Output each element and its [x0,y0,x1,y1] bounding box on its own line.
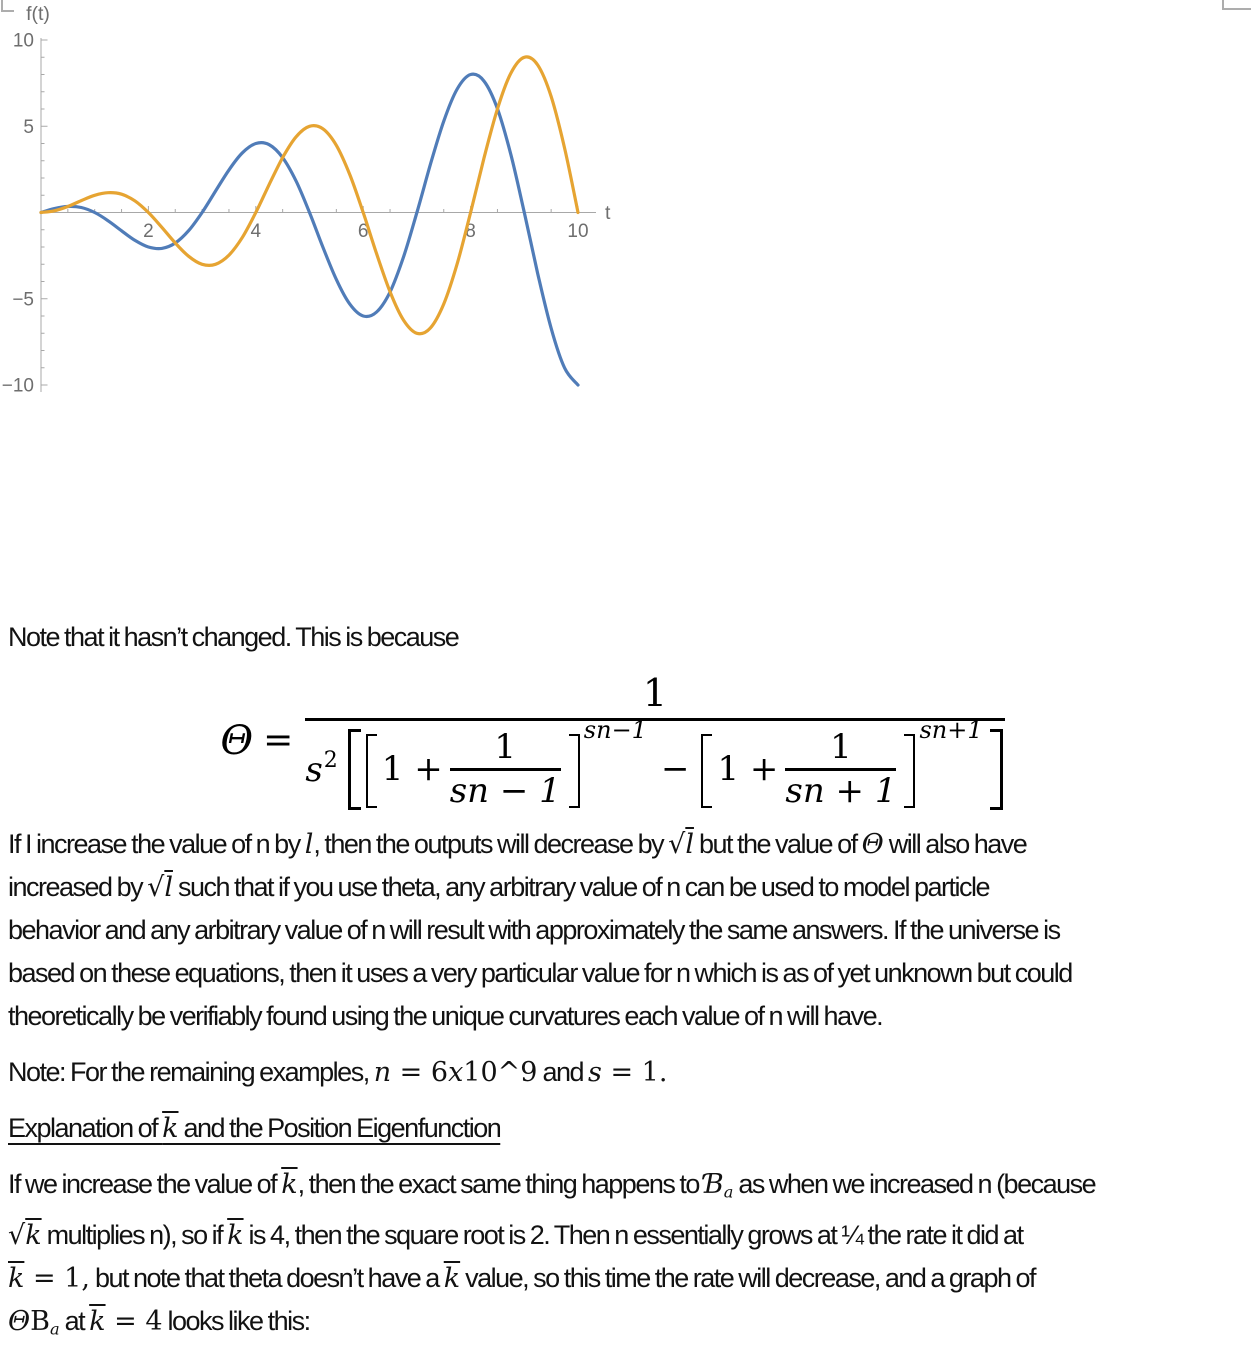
y-tick-label: 5 [23,116,34,138]
minus-operator: − [660,748,690,789]
s-squared-coefficient [305,748,337,790]
main-fraction-bar [305,718,1004,721]
math-inline: $\overline{k}$ [281,1168,298,1200]
main-fraction-numerator: 1 [642,671,668,715]
radical-sign: √ [147,871,165,903]
y-tick-label: 10 [12,30,34,52]
orange-curve [41,57,578,334]
math-inline: Ɓ [703,1168,724,1200]
math-inline: = 1, [24,1262,90,1294]
theta-equation [0,672,1231,810]
term2-fraction-numerator: 1 [830,726,852,767]
text-run: Note that it hasn’t changed. This is because [8,622,459,652]
paragraph-kbar-explanation [8,1163,1245,1350]
outer-left-bracket [348,729,361,810]
math-inline: $\overline{k}$ [443,1262,461,1294]
radical-sign: √ [8,1219,26,1251]
ftheta-plot [0,0,620,410]
page-corner-mark-right [1222,0,1251,10]
text-run: value, so this time the rate will decrease, and a graph of [460,1262,1035,1293]
text-run: is 4, then the square root is 2. Then n essentially grows at ¼ the rate it did at [243,1219,1023,1250]
term1-fraction-denominator: sn − 1 [449,770,561,811]
y-axis-label: f(t) [26,3,50,25]
text-run: increased by [8,871,148,902]
paragraph-note-unchanged [8,616,1245,659]
x-tick-label: 8 [465,221,476,242]
math-inline: = 1. [601,1056,668,1088]
text-run: , then the outputs will decrease by [313,828,669,859]
text-run: behavior and any arbitrary value of n will result with approximately the same answers. If the universe is [8,914,1060,945]
math-inline: x [448,1056,464,1088]
x-tick-label: 4 [250,221,262,242]
term2-right-bracket [904,734,915,808]
y-tick-label: −5 [12,289,34,311]
text-run: based on these equations, then it uses a very particular value for n which is as of yet unknown but could [8,957,1072,988]
term1-left-bracket [366,734,377,808]
equation-theta-symbol: Θ [220,717,254,764]
paragraph-note-examples [8,1051,1245,1094]
equation-equals-sign: = [263,720,294,762]
paragraph-n-increase [8,823,1245,1038]
text-run: multiplies n), so if [41,1219,228,1250]
text-run: If I increase the value of n by [8,828,305,859]
math-inline: B [30,1305,50,1337]
math-inline: l [685,828,694,860]
term1-one-plus: 1 + [381,748,443,789]
s-symbol: s [305,750,323,791]
math-inline: s [588,1056,602,1088]
math-inline: $\overline{k}$ [8,1262,25,1294]
math-inline: k [25,1219,42,1251]
main-fraction-denominator [305,715,1004,811]
term2-left-bracket [701,734,712,808]
text-run: but note that theta doesn’t have a [89,1262,444,1293]
term1-right-bracket [569,734,580,808]
x-tick-label: 10 [567,221,589,242]
text-run: , then the exact same thing happens to [297,1168,704,1199]
text-run: theoretically be verifiably found using the unique curvatures each value of n will have. [8,1000,883,1031]
text-run: such that if you use theta, any arbitrary value of n can be used to model particle [172,871,990,902]
term1-fraction-numerator: 1 [494,726,517,767]
text-run: looks like this: [162,1305,310,1336]
math-inline: = 6 [391,1056,449,1088]
x-tick-label: 2 [143,221,154,242]
term2-fraction-denominator: sn + 1 [785,770,897,811]
radical-sign: √ [668,828,686,860]
term2-fraction [785,726,897,811]
text-run: at [59,1305,90,1336]
text-run: as when we increased n (because [733,1168,1096,1199]
blue-curve [41,74,578,385]
math-inline: $\overline{k}$ [89,1305,106,1337]
text-run: Note: For the remaining examples, [8,1056,374,1087]
text-run: If we increase the value of [8,1168,282,1199]
x-tick-label: 6 [357,221,369,242]
text-run: will also have [883,828,1027,859]
term2-exponent: sn+1 [919,715,983,744]
equation-main-fraction [305,672,1004,810]
math-inline: Θ [861,828,884,860]
text-run: and [537,1056,589,1087]
text-run: Explanation of [8,1112,163,1143]
term2-one-plus: 1 + [717,748,779,789]
section-heading-kbar [8,1107,1245,1150]
document-body [8,616,1245,1363]
math-inline: Θ [8,1305,31,1337]
text-run: and the Position Eigenfunction [178,1112,501,1143]
x-axis-label: t [605,202,611,224]
math-inline: n [373,1056,392,1088]
math-inline: $\overline{k}$ [227,1219,244,1251]
term1-exponent: sn−1 [583,715,647,744]
math-inline: l [164,871,173,903]
math-inline: k [162,1112,179,1144]
math-inline: l [304,828,314,860]
math-inline: a [49,1319,60,1339]
math-inline: = 4 [105,1305,163,1337]
text-run: but the value of [693,828,862,859]
outer-right-bracket [990,729,1003,810]
s-exponent: 2 [323,748,338,774]
y-tick-label: −10 [1,375,34,397]
math-inline: 10^9 [463,1056,538,1088]
math-inline: a [723,1182,734,1202]
term1-fraction [449,726,561,811]
